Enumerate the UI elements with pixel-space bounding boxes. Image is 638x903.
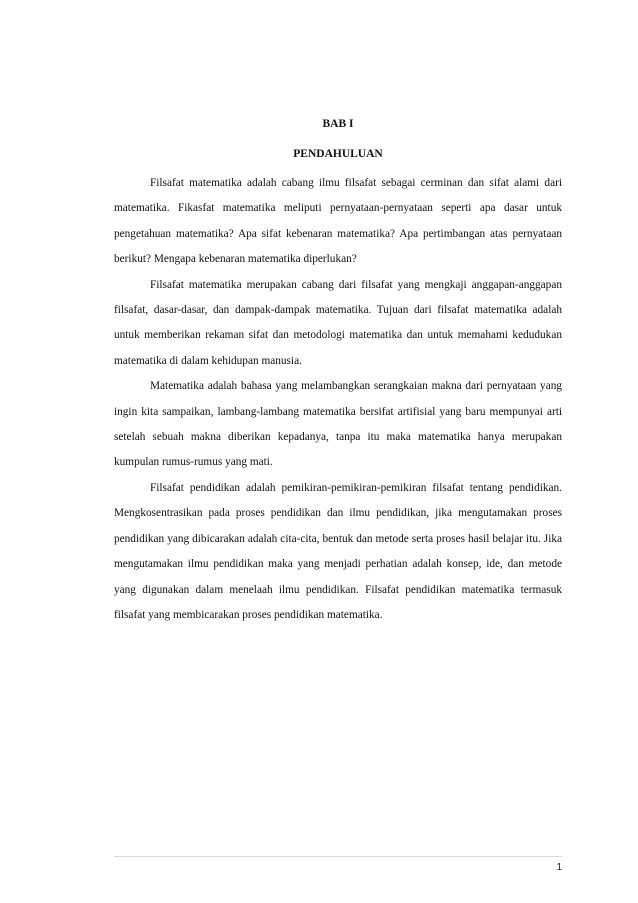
- page-number: 1: [556, 862, 562, 873]
- footer-divider: [114, 856, 562, 857]
- body-text: [114, 171, 562, 628]
- paragraph-2: Filsafat matematika merupakan cabang dari filsafat yang mengkaji anggapan-anggapan filsafat, dasar-dasar, dan dampak-dampak matematika. Tujuan dari filsafat matematika adalah untuk memberikan rekaman sifat dan metodologi matematika dan untuk memahami kedudukan matematika di dalam kehidupan manusia.: [114, 278, 562, 367]
- paragraph-1: Filsafat matematika adalah cabang ilmu filsafat sebagai cerminan dan sifat alami dari matematika. Fikasfat matematika meliputi pernyataan-pernyataan seperti apa dasar untuk pengetahuan matematika? Apa sifat kebenaran matematika? Apa pertimbangan atas pernyataan berikut? Mengapa kebenaran matematika diperlukan?: [114, 177, 562, 266]
- paragraph-4: Filsafat pendidikan adalah pemikiran-pemikiran-pemikiran filsafat tentang pendidikan. Mengkosentrasikan pada proses pendidikan dan ilmu pendidikan, jika mengutamakan proses pendidikan yang dibicarakan adalah cita-cita, bentuk dan metode serta proses hasil belajar itu. Jika mengutamakan ilmu pendidikan maka yang menjadi perhatian adalah konsep, ide, dan metode yang digunakan dalam menelaah ilmu pendidikan. Filsafat pendidikan matematika termasuk filsafat yang membicarakan proses pendidikan matematika.: [114, 481, 562, 621]
- paragraph-3: Matematika adalah bahasa yang melambangkan serangkaian makna dari pernyataan yang ingin kita sampaikan, lambang-lambang matematika bersifat artifisial yang baru mempunyai arti setelah sebuah makna diberikan kepadanya, tanpa itu maka matematika hanya merupakan kumpulan rumus-rumus yang mati.: [114, 380, 562, 469]
- chapter-title: PENDAHULUAN: [293, 148, 383, 160]
- chapter-number: BAB I: [322, 118, 354, 130]
